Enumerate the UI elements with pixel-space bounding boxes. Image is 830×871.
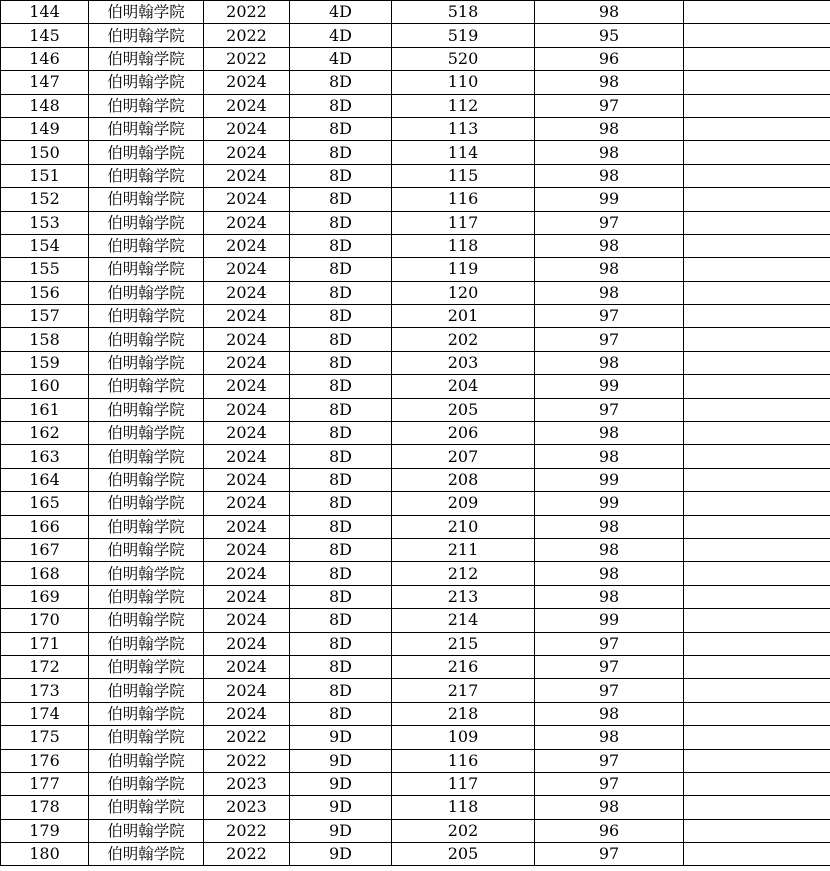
score-cell: 98 (535, 1, 684, 24)
room-cell: 211 (392, 538, 535, 561)
school-cell: 伯明翰学院 (89, 422, 204, 445)
row-number-cell: 175 (1, 726, 89, 749)
table-row (1, 562, 830, 585)
school-cell: 伯明翰学院 (89, 609, 204, 632)
school-cell: 伯明翰学院 (89, 258, 204, 281)
year-cell: 2024 (204, 585, 290, 608)
note-cell (684, 1, 830, 24)
school-cell: 伯明翰学院 (89, 679, 204, 702)
year-cell: 2024 (204, 281, 290, 304)
row-number-cell: 160 (1, 375, 89, 398)
row-number-cell: 145 (1, 24, 89, 47)
year-cell: 2022 (204, 1, 290, 24)
row-number-cell: 151 (1, 164, 89, 187)
note-cell (684, 726, 830, 749)
note-cell (684, 422, 830, 445)
score-cell: 98 (535, 445, 684, 468)
row-number-cell: 165 (1, 492, 89, 515)
row-number-cell: 166 (1, 515, 89, 538)
year-cell: 2024 (204, 141, 290, 164)
room-cell: 212 (392, 562, 535, 585)
class-cell: 8D (290, 375, 392, 398)
class-cell: 9D (290, 819, 392, 842)
school-cell: 伯明翰学院 (89, 796, 204, 819)
school-cell: 伯明翰学院 (89, 445, 204, 468)
score-cell: 99 (535, 492, 684, 515)
score-cell: 97 (535, 772, 684, 795)
year-cell: 2023 (204, 796, 290, 819)
table-row (1, 188, 830, 211)
class-cell: 4D (290, 24, 392, 47)
class-cell: 9D (290, 772, 392, 795)
note-cell (684, 655, 830, 678)
class-cell: 9D (290, 726, 392, 749)
row-number-cell: 169 (1, 585, 89, 608)
class-cell: 8D (290, 164, 392, 187)
room-cell: 202 (392, 328, 535, 351)
room-cell: 116 (392, 749, 535, 772)
table-row (1, 585, 830, 608)
note-cell (684, 211, 830, 234)
score-cell: 98 (535, 702, 684, 725)
class-cell: 8D (290, 492, 392, 515)
table-row (1, 749, 830, 772)
class-cell: 8D (290, 585, 392, 608)
class-cell: 8D (290, 211, 392, 234)
room-cell: 120 (392, 281, 535, 304)
row-number-cell: 156 (1, 281, 89, 304)
note-cell (684, 772, 830, 795)
score-cell: 97 (535, 655, 684, 678)
school-cell: 伯明翰学院 (89, 94, 204, 117)
row-number-cell: 164 (1, 468, 89, 491)
table-row (1, 1, 830, 24)
class-cell: 8D (290, 422, 392, 445)
table-row (1, 679, 830, 702)
score-cell: 99 (535, 375, 684, 398)
note-cell (684, 141, 830, 164)
year-cell: 2022 (204, 726, 290, 749)
row-number-cell: 168 (1, 562, 89, 585)
school-cell: 伯明翰学院 (89, 234, 204, 257)
row-number-cell: 161 (1, 398, 89, 421)
year-cell: 2023 (204, 772, 290, 795)
year-cell: 2024 (204, 515, 290, 538)
year-cell: 2024 (204, 117, 290, 140)
room-cell: 201 (392, 305, 535, 328)
year-cell: 2024 (204, 211, 290, 234)
note-cell (684, 702, 830, 725)
note-cell (684, 492, 830, 515)
note-cell (684, 445, 830, 468)
table-body (1, 1, 830, 866)
room-cell: 205 (392, 398, 535, 421)
note-cell (684, 398, 830, 421)
school-cell: 伯明翰学院 (89, 655, 204, 678)
room-cell: 202 (392, 819, 535, 842)
year-cell: 2022 (204, 24, 290, 47)
row-number-cell: 147 (1, 71, 89, 94)
score-cell: 98 (535, 164, 684, 187)
year-cell: 2024 (204, 655, 290, 678)
school-cell: 伯明翰学院 (89, 562, 204, 585)
table-row (1, 422, 830, 445)
school-cell: 伯明翰学院 (89, 141, 204, 164)
score-cell: 98 (535, 726, 684, 749)
year-cell: 2022 (204, 749, 290, 772)
row-number-cell: 158 (1, 328, 89, 351)
note-cell (684, 585, 830, 608)
school-cell: 伯明翰学院 (89, 71, 204, 94)
room-cell: 113 (392, 117, 535, 140)
school-cell: 伯明翰学院 (89, 772, 204, 795)
year-cell: 2024 (204, 492, 290, 515)
score-cell: 98 (535, 796, 684, 819)
note-cell (684, 749, 830, 772)
room-cell: 116 (392, 188, 535, 211)
row-number-cell: 179 (1, 819, 89, 842)
note-cell (684, 796, 830, 819)
class-cell: 8D (290, 632, 392, 655)
score-cell: 97 (535, 398, 684, 421)
room-cell: 217 (392, 679, 535, 702)
year-cell: 2024 (204, 305, 290, 328)
table-row (1, 24, 830, 47)
school-cell: 伯明翰学院 (89, 328, 204, 351)
year-cell: 2024 (204, 422, 290, 445)
class-cell: 8D (290, 562, 392, 585)
table-row (1, 819, 830, 842)
row-number-cell: 152 (1, 188, 89, 211)
school-cell: 伯明翰学院 (89, 1, 204, 24)
table-row (1, 47, 830, 70)
row-number-cell: 153 (1, 211, 89, 234)
note-cell (684, 117, 830, 140)
school-cell: 伯明翰学院 (89, 117, 204, 140)
class-cell: 8D (290, 538, 392, 561)
table-row (1, 655, 830, 678)
year-cell: 2024 (204, 445, 290, 468)
score-cell: 98 (535, 562, 684, 585)
room-cell: 518 (392, 1, 535, 24)
school-cell: 伯明翰学院 (89, 24, 204, 47)
score-cell: 98 (535, 71, 684, 94)
school-cell: 伯明翰学院 (89, 375, 204, 398)
note-cell (684, 71, 830, 94)
school-cell: 伯明翰学院 (89, 515, 204, 538)
year-cell: 2022 (204, 843, 290, 866)
class-cell: 8D (290, 94, 392, 117)
class-cell: 9D (290, 843, 392, 866)
row-number-cell: 155 (1, 258, 89, 281)
score-cell: 97 (535, 632, 684, 655)
class-cell: 8D (290, 281, 392, 304)
class-cell: 8D (290, 258, 392, 281)
table-row (1, 375, 830, 398)
note-cell (684, 819, 830, 842)
table-row (1, 351, 830, 374)
table-row (1, 702, 830, 725)
class-cell: 8D (290, 234, 392, 257)
class-cell: 8D (290, 679, 392, 702)
table-row (1, 772, 830, 795)
table-row (1, 281, 830, 304)
note-cell (684, 24, 830, 47)
note-cell (684, 609, 830, 632)
room-cell: 210 (392, 515, 535, 538)
table-row (1, 445, 830, 468)
row-number-cell: 148 (1, 94, 89, 117)
year-cell: 2024 (204, 398, 290, 421)
row-number-cell: 157 (1, 305, 89, 328)
class-cell: 8D (290, 609, 392, 632)
table-row (1, 538, 830, 561)
note-cell (684, 679, 830, 702)
note-cell (684, 234, 830, 257)
school-cell: 伯明翰学院 (89, 585, 204, 608)
table-row (1, 328, 830, 351)
room-cell: 112 (392, 94, 535, 117)
row-number-cell: 167 (1, 538, 89, 561)
year-cell: 2024 (204, 328, 290, 351)
table-row (1, 515, 830, 538)
year-cell: 2022 (204, 819, 290, 842)
year-cell: 2024 (204, 351, 290, 374)
class-cell: 8D (290, 655, 392, 678)
year-cell: 2024 (204, 188, 290, 211)
table-row (1, 234, 830, 257)
school-cell: 伯明翰学院 (89, 398, 204, 421)
class-cell: 8D (290, 351, 392, 374)
score-cell: 97 (535, 211, 684, 234)
row-number-cell: 149 (1, 117, 89, 140)
school-cell: 伯明翰学院 (89, 632, 204, 655)
row-number-cell: 170 (1, 609, 89, 632)
school-cell: 伯明翰学院 (89, 188, 204, 211)
note-cell (684, 562, 830, 585)
score-cell: 97 (535, 679, 684, 702)
note-cell (684, 538, 830, 561)
score-cell: 97 (535, 328, 684, 351)
note-cell (684, 375, 830, 398)
score-cell: 98 (535, 422, 684, 445)
school-cell: 伯明翰学院 (89, 47, 204, 70)
room-cell: 119 (392, 258, 535, 281)
score-cell: 98 (535, 538, 684, 561)
year-cell: 2024 (204, 609, 290, 632)
year-cell: 2024 (204, 468, 290, 491)
year-cell: 2024 (204, 632, 290, 655)
year-cell: 2024 (204, 258, 290, 281)
year-cell: 2024 (204, 375, 290, 398)
note-cell (684, 468, 830, 491)
year-cell: 2024 (204, 538, 290, 561)
score-cell: 96 (535, 47, 684, 70)
room-cell: 519 (392, 24, 535, 47)
room-cell: 205 (392, 843, 535, 866)
note-cell (684, 515, 830, 538)
class-cell: 4D (290, 1, 392, 24)
year-cell: 2022 (204, 47, 290, 70)
row-number-cell: 172 (1, 655, 89, 678)
row-number-cell: 144 (1, 1, 89, 24)
score-cell: 97 (535, 843, 684, 866)
year-cell: 2024 (204, 71, 290, 94)
note-cell (684, 305, 830, 328)
note-cell (684, 47, 830, 70)
school-cell: 伯明翰学院 (89, 702, 204, 725)
room-cell: 115 (392, 164, 535, 187)
room-cell: 209 (392, 492, 535, 515)
row-number-cell: 174 (1, 702, 89, 725)
row-number-cell: 162 (1, 422, 89, 445)
score-cell: 97 (535, 305, 684, 328)
year-cell: 2024 (204, 234, 290, 257)
class-cell: 8D (290, 702, 392, 725)
table-row (1, 468, 830, 491)
room-cell: 203 (392, 351, 535, 374)
row-number-cell: 171 (1, 632, 89, 655)
score-cell: 98 (535, 351, 684, 374)
school-cell: 伯明翰学院 (89, 351, 204, 374)
row-number-cell: 154 (1, 234, 89, 257)
class-cell: 8D (290, 468, 392, 491)
table-row (1, 609, 830, 632)
school-cell: 伯明翰学院 (89, 468, 204, 491)
row-number-cell: 176 (1, 749, 89, 772)
score-cell: 98 (535, 234, 684, 257)
table-row (1, 632, 830, 655)
table-row (1, 398, 830, 421)
room-cell: 216 (392, 655, 535, 678)
room-cell: 118 (392, 796, 535, 819)
class-cell: 8D (290, 305, 392, 328)
class-cell: 8D (290, 515, 392, 538)
row-number-cell: 159 (1, 351, 89, 374)
table-row (1, 117, 830, 140)
table-row (1, 141, 830, 164)
room-cell: 114 (392, 141, 535, 164)
row-number-cell: 146 (1, 47, 89, 70)
table-row (1, 211, 830, 234)
school-cell: 伯明翰学院 (89, 164, 204, 187)
room-cell: 109 (392, 726, 535, 749)
class-cell: 4D (290, 47, 392, 70)
school-cell: 伯明翰学院 (89, 492, 204, 515)
score-cell: 95 (535, 24, 684, 47)
class-cell: 8D (290, 398, 392, 421)
class-cell: 9D (290, 796, 392, 819)
table-row (1, 796, 830, 819)
table-row (1, 258, 830, 281)
school-cell: 伯明翰学院 (89, 819, 204, 842)
class-cell: 8D (290, 445, 392, 468)
class-cell: 9D (290, 749, 392, 772)
year-cell: 2024 (204, 94, 290, 117)
table-row (1, 71, 830, 94)
room-cell: 214 (392, 609, 535, 632)
year-cell: 2024 (204, 562, 290, 585)
table-row (1, 94, 830, 117)
score-cell: 97 (535, 94, 684, 117)
table-row (1, 726, 830, 749)
year-cell: 2024 (204, 164, 290, 187)
score-cell: 96 (535, 819, 684, 842)
score-cell: 97 (535, 749, 684, 772)
note-cell (684, 351, 830, 374)
score-cell: 98 (535, 281, 684, 304)
room-cell: 204 (392, 375, 535, 398)
table-row (1, 305, 830, 328)
class-cell: 8D (290, 71, 392, 94)
row-number-cell: 173 (1, 679, 89, 702)
room-cell: 117 (392, 211, 535, 234)
class-cell: 8D (290, 188, 392, 211)
table-row (1, 843, 830, 866)
year-cell: 2024 (204, 702, 290, 725)
school-cell: 伯明翰学院 (89, 726, 204, 749)
note-cell (684, 632, 830, 655)
school-cell: 伯明翰学院 (89, 749, 204, 772)
score-cell: 98 (535, 515, 684, 538)
room-cell: 207 (392, 445, 535, 468)
class-cell: 8D (290, 117, 392, 140)
room-cell: 213 (392, 585, 535, 608)
year-cell: 2024 (204, 679, 290, 702)
room-cell: 117 (392, 772, 535, 795)
room-cell: 208 (392, 468, 535, 491)
table-row (1, 164, 830, 187)
row-number-cell: 177 (1, 772, 89, 795)
note-cell (684, 281, 830, 304)
score-cell: 99 (535, 609, 684, 632)
score-cell: 98 (535, 117, 684, 140)
class-cell: 8D (290, 328, 392, 351)
room-cell: 520 (392, 47, 535, 70)
score-cell: 99 (535, 468, 684, 491)
note-cell (684, 843, 830, 866)
note-cell (684, 258, 830, 281)
school-cell: 伯明翰学院 (89, 843, 204, 866)
class-cell: 8D (290, 141, 392, 164)
school-cell: 伯明翰学院 (89, 538, 204, 561)
room-cell: 206 (392, 422, 535, 445)
row-number-cell: 178 (1, 796, 89, 819)
room-cell: 215 (392, 632, 535, 655)
table-row (1, 492, 830, 515)
score-cell: 98 (535, 141, 684, 164)
note-cell (684, 328, 830, 351)
note-cell (684, 164, 830, 187)
school-cell: 伯明翰学院 (89, 305, 204, 328)
room-cell: 118 (392, 234, 535, 257)
score-cell: 98 (535, 258, 684, 281)
school-cell: 伯明翰学院 (89, 211, 204, 234)
school-cell: 伯明翰学院 (89, 281, 204, 304)
score-cell: 98 (535, 585, 684, 608)
room-cell: 110 (392, 71, 535, 94)
row-number-cell: 180 (1, 843, 89, 866)
score-cell: 99 (535, 188, 684, 211)
note-cell (684, 188, 830, 211)
room-cell: 218 (392, 702, 535, 725)
row-number-cell: 150 (1, 141, 89, 164)
note-cell (684, 94, 830, 117)
row-number-cell: 163 (1, 445, 89, 468)
